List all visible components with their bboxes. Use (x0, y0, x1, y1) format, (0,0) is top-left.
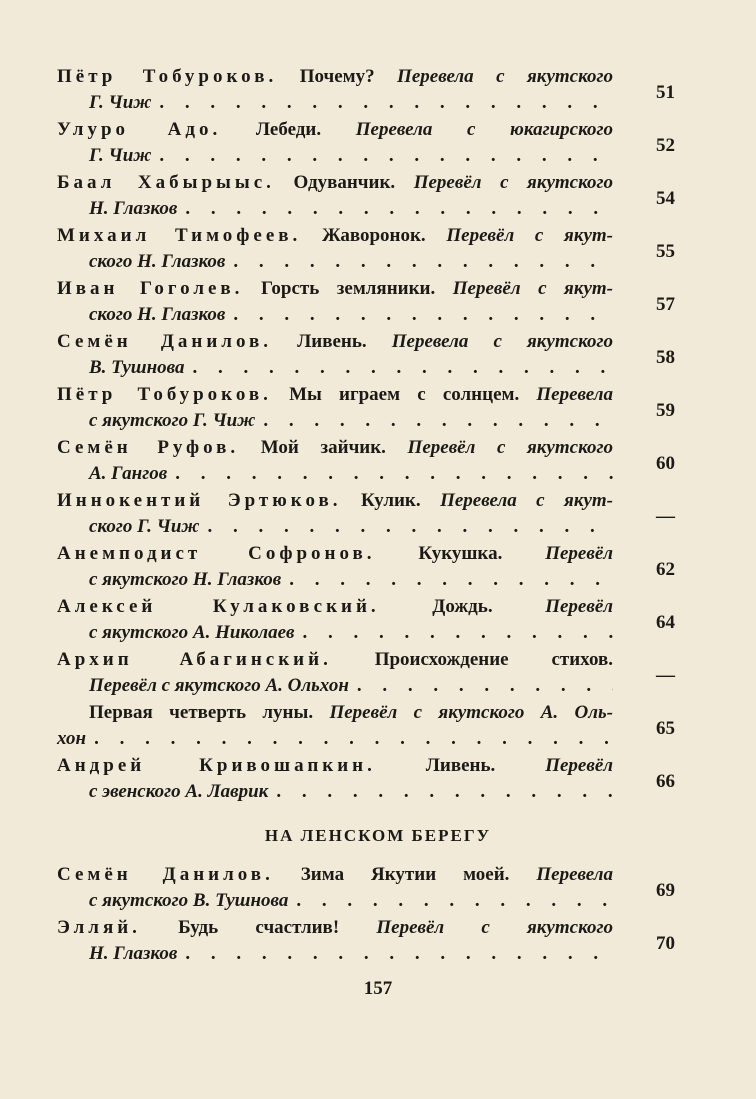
entry-author: Пётр Тобуроков. (57, 66, 278, 87)
entry-title: Дождь. (432, 596, 493, 617)
toc-entry (57, 862, 675, 914)
entry-page: 70 (656, 933, 675, 954)
entry-translator: с эвенского А. Лаврик (89, 781, 269, 802)
entry-page: 52 (656, 135, 675, 156)
toc-entry (57, 488, 675, 540)
entry-author: Архип Абагинский. (57, 649, 332, 670)
entry-page: 65 (656, 718, 675, 739)
entry-title: Одуванчик. (293, 172, 396, 193)
toc-entry (57, 435, 675, 487)
leader-dots (349, 673, 613, 699)
section-table-of-contents (57, 862, 675, 968)
entry-translator-line: Перевёл с якутского А. Оль- (329, 702, 614, 723)
leader-dots (268, 779, 613, 805)
entry-author: Семён Руфов. (57, 437, 240, 458)
entry-title: Кулик. (360, 490, 421, 511)
leader-dots (185, 355, 614, 381)
entry-translator: А. Гангов (89, 463, 168, 484)
entry-translator-line: Перевёл с якутского (413, 172, 614, 193)
entry-author: Баал Хабырыыс. (57, 172, 275, 193)
entry-page: 66 (656, 771, 675, 792)
entry-translator: ского Г. Чиж (89, 516, 200, 537)
entry-author: Семён Данилов. (57, 331, 272, 352)
entry-author: Анемподист Софронов. (57, 543, 376, 564)
entry-translator-line: Перевёл (545, 755, 614, 776)
leader-dots (177, 941, 613, 967)
entry-translator-line: Перевела с юкагирского (355, 119, 614, 140)
entry-title: Будь счастлив! (178, 917, 340, 938)
entry-title: Почему? (299, 66, 375, 87)
entry-translator-line: Перевела (536, 864, 613, 885)
leader-dots (225, 249, 613, 275)
toc-entry (57, 117, 675, 169)
entry-translator-line: Перевёл с якутского (376, 917, 613, 938)
entry-page: 64 (656, 612, 675, 633)
entry-author: Алексей Кулаковский. (57, 596, 380, 617)
entry-title: Зима Якутии моей. (300, 864, 510, 885)
toc-entry (57, 541, 675, 593)
leader-dots (200, 514, 613, 540)
entry-title: Мы играем с солнцем. (289, 384, 520, 405)
toc-entry (57, 382, 675, 434)
leader-dots (151, 90, 613, 116)
entry-translator-line: Перевёл с якут- (452, 278, 614, 299)
entry-author: Пётр Тобуроков. (57, 384, 272, 405)
leader-dots (86, 726, 613, 752)
leader-dots (255, 408, 613, 434)
entry-title: Ливень. (297, 331, 367, 352)
entry-title: Мой зайчик. (260, 437, 386, 458)
leader-dots (167, 461, 613, 487)
section-title: НА ЛЕНСКОМ БЕРЕГУ (264, 826, 492, 845)
leader-dots (295, 620, 613, 646)
toc-entry (57, 170, 675, 222)
toc-entry (57, 647, 675, 699)
entry-page: 59 (656, 400, 675, 421)
entry-author: Улуро Адо. (57, 119, 222, 140)
entry-translator: ского Н. Глазков (89, 304, 226, 325)
entry-translator: с якутского А. Николаев (89, 622, 295, 643)
entry-page: — (656, 665, 675, 686)
entry-translator-line: Перевела с якутского (391, 331, 613, 352)
entry-translator: Н. Глазков (89, 198, 178, 219)
entry-translator: ского Н. Глазков (89, 251, 226, 272)
entry-translator-line: Перевела (536, 384, 613, 405)
entry-author: Семён Данилов. (57, 864, 274, 885)
leader-dots (177, 196, 613, 222)
leader-dots (225, 302, 613, 328)
entry-translator: Г. Чиж (89, 145, 152, 166)
entry-translator: Н. Глазков (89, 943, 178, 964)
entry-author: Элляй. (57, 917, 141, 938)
entry-page: 57 (656, 294, 675, 315)
entry-translator-line: Перевёл с якутского (407, 437, 613, 458)
entry-page: 62 (656, 559, 675, 580)
entry-title: Происхождение стихов. (374, 649, 613, 670)
entry-page: 54 (656, 188, 675, 209)
entry-translator-line: Перевёл с якут- (446, 225, 613, 246)
entry-translator-line: Перевела с якутского (397, 66, 614, 87)
toc-entry (57, 223, 675, 275)
entry-page: 58 (656, 347, 675, 368)
leader-dots (151, 143, 613, 169)
entry-page: 55 (656, 241, 675, 262)
entry-author: Андрей Кривошапкин. (57, 755, 376, 776)
entry-translator-line: Перевёл (545, 596, 614, 617)
leader-dots (288, 888, 613, 914)
entry-translator: с якутского Г. Чиж (89, 410, 256, 431)
toc-sub-entry (57, 700, 675, 752)
entry-translator: Перевёл с якутского А. Ольхон (89, 675, 349, 696)
entry-title: Горсть земляники. (260, 278, 436, 299)
toc-entry (57, 64, 675, 116)
entry-author: Иннокентий Эртюков. (57, 490, 342, 511)
entry-page: 69 (656, 880, 675, 901)
entry-translator: хон (57, 728, 87, 749)
toc-entry (57, 915, 675, 967)
entry-page: 60 (656, 453, 675, 474)
entry-translator: с якутского Н. Глазков (89, 569, 282, 590)
table-of-contents (57, 64, 675, 806)
entry-translator-line: Перевела с якут- (440, 490, 614, 511)
entry-translator: Г. Чиж (89, 92, 152, 113)
toc-entry (57, 753, 675, 805)
entry-translator: В. Тушнова (89, 357, 185, 378)
page-number: 157 (363, 978, 393, 999)
entry-title: Лебеди. (255, 119, 322, 140)
entry-title: Первая четверть луны. (89, 702, 314, 723)
toc-entry (57, 329, 675, 381)
entry-title: Кукушка. (418, 543, 503, 564)
entry-author: Иван Гоголев. (57, 278, 244, 299)
entry-page: 51 (656, 82, 675, 103)
entry-translator: с якутского В. Тушнова (89, 890, 289, 911)
leader-dots (281, 567, 613, 593)
entry-translator-line: Перевёл (545, 543, 614, 564)
entry-page: — (656, 506, 675, 527)
entry-title: Жаворонок. (322, 225, 426, 246)
entry-title: Ливень. (425, 755, 496, 776)
entry-author: Михаил Тимофеев. (57, 225, 302, 246)
toc-entry (57, 594, 675, 646)
toc-entry (57, 276, 675, 328)
